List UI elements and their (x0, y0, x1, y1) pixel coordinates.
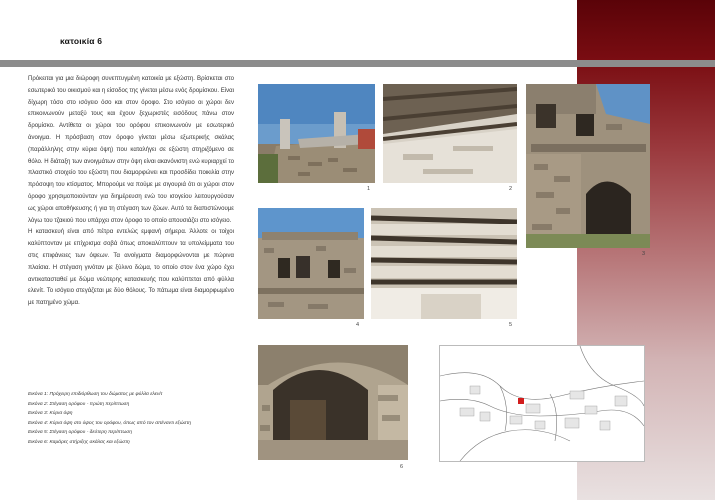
caption-5: Εικόνα 5: Στέγαση ορόφου - δεύτερη περίπτωση (28, 430, 132, 436)
photo-1-roof-repair (258, 84, 375, 183)
photo-4-floor-facade (258, 208, 364, 319)
photo-3-main-facade (526, 84, 650, 248)
site-location-map (439, 345, 645, 462)
paragraph-2: Η κατασκευή είναι από πέτρα εντελώς εμφανή σήμερα. Άλλοτε οι τοίχοι καλύπτονταν με επίχρισμα σοβά όπως αποκαλύπτουν τα υπολείμματα του στις επιφάνειες των όψεων. Τα ανοίγματα διαμορφώνονται με πώρινα πλαίσια. Η στέγαση γινόταν με ξύλινο δώμα, το οποίο στον ένα χώρο έχει αντικατασταθεί με δώμα νεώτερης κατασκευής που καλύπτεται από φύλλα ελενίτ. Το ισόγειο στεγάζεται με δύο θόλους. Το πάτωμα είναι διαμορφωμένο με πατημένο χώμα. (28, 229, 234, 307)
caption-4: Εικόνα 4: Κύρια όψη στο ύψος του ορόφου, όπως από τον απέναντι εξώστη (28, 420, 191, 426)
caption-6: Εικόνα 6: Καμάρες στήριξης σκάλας και εξώστη (28, 439, 130, 445)
page-title: κατοικία 6 (60, 36, 103, 46)
house-location-marker (518, 398, 524, 404)
photo-number-5: 5 (509, 322, 513, 328)
photo-number-1: 1 (367, 186, 371, 192)
paragraph-1: Πρόκειται για μια διώροφη συνεπτυγμένη κατοικία με εξώστη. Βρίσκεται στο εσωτερικό του οικισμού και η είσοδος της γίνεται μέσω ενός δρομίσκου. Είναι δίχωρη τόσο στο ισόγειο όσο και στον όροφο. Στο ισόγειο οι χώροι δεν επικοινωνούν μεταξύ τους και έχουν ξεχωριστές εισόδους πάνω στον δρομίσκο. Αντίθετα οι χώροι του ορόφου επικοινωνούν με εσωτερικό άνοιγμα. Η πρόσβαση στον όροφο γίνεται μέσω εξωτερικής σκάλας (παράλληλης στην κύρια όψη) που καταλήγει σε εξώστη στηριζόμενο σε θόλο. Η διάταξη των ανοιγμάτων στην όψη είναι ακανόνιστη ενώ κυριαρχεί το πλαστικό στοιχείο του εξώστη που διαμορφώνει και προσδίδει ποικιλία στην πρόσοψη του κτίσματος. Μπορούμε να πούμε με σιγουριά ότι οι χώροι στον όροφο χρησιμοποιούνταν για διημέρευση ενώ του ισογείου λειτουργούσαν ως χώροι αποθήκευσης ή για τη στέγαση των ζώων. Αυτό τα διαπιστώνουμε λόγω του τζακιού που υπάρχει στον όροφο το οποίο απουσιάζει στο ισόγειο. (28, 76, 234, 224)
photo-2-ceiling-first (383, 84, 517, 183)
photo-number-2: 2 (509, 186, 513, 192)
header-divider (0, 60, 715, 67)
caption-3: Εικόνα 3: Κύρια όψη (28, 411, 73, 417)
photo-6-arches (258, 345, 408, 460)
figure-captions (28, 390, 258, 448)
caption-2: Εικόνα 2: Στέγαση ορόφου - πρώτη περίπτωση (28, 401, 130, 407)
photo-number-4: 4 (356, 322, 360, 328)
photo-number-6: 6 (400, 464, 404, 470)
description-text (28, 74, 234, 310)
photo-number-3: 3 (642, 251, 646, 257)
caption-1: Εικόνα 1: Πρόχειρη επιδιόρθωση του δώματος με φύλλα ελενίτ (28, 392, 163, 397)
photo-5-ceiling-second (371, 208, 517, 319)
